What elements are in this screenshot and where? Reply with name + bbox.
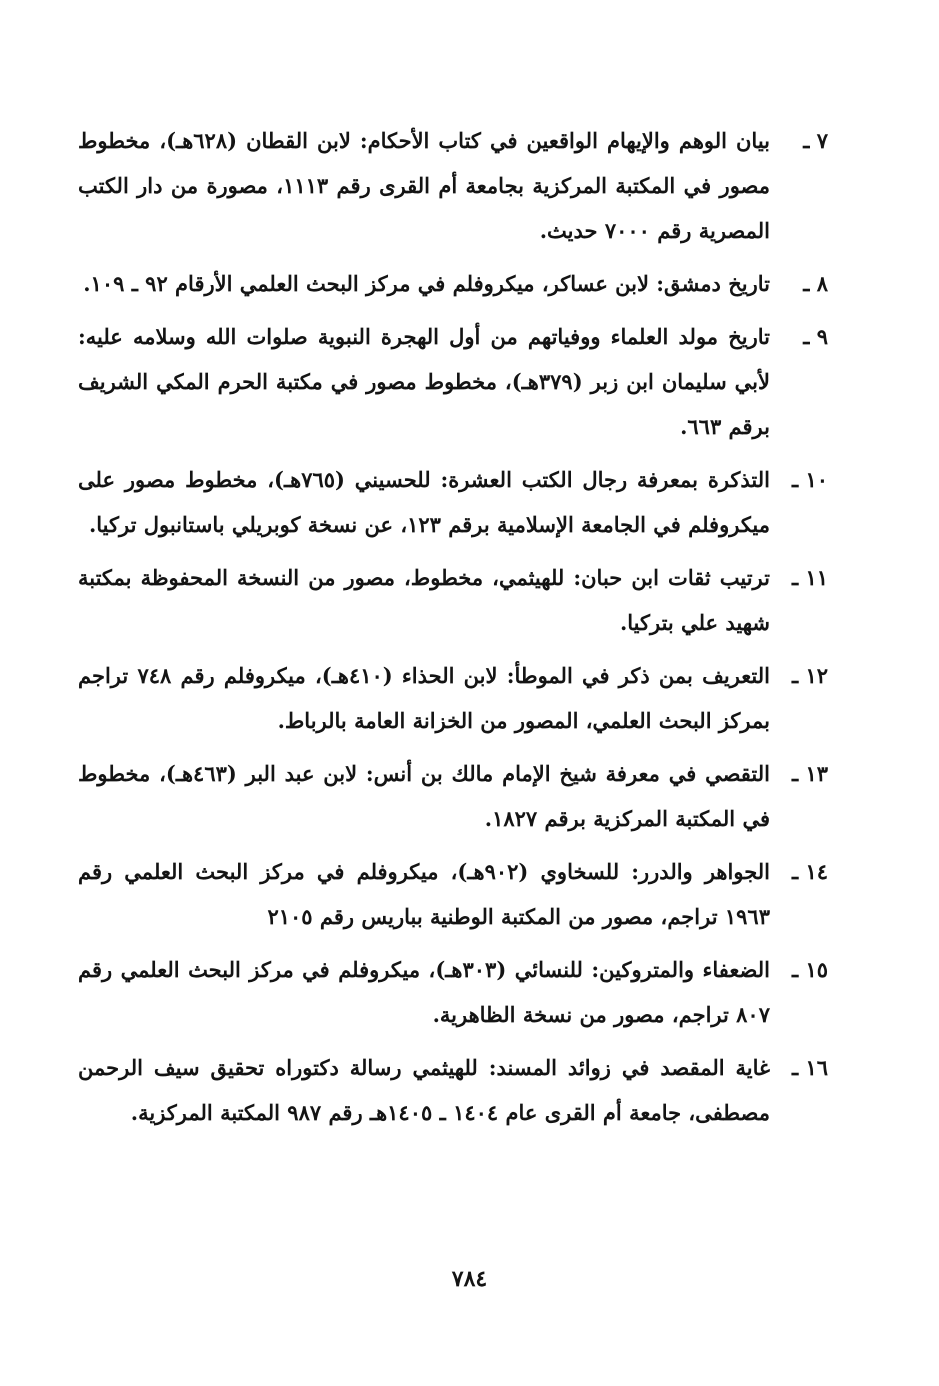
bibliography-entry-7 — [78, 118, 828, 253]
bibliography-entry-12 — [78, 653, 828, 743]
page-number: ٧٨٤ — [451, 1266, 488, 1292]
entry-text: التذكرة بمعرفة رجال الكتب العشرة: للحسيني (٧٦٥هـ)، مخطوط مصور على ميكروفلم في الجامعة الإسلامية برقم ١٢٣، عن نسخة كوبريلي باستانبول تركيا. — [78, 467, 770, 537]
bibliography-list — [78, 118, 828, 1143]
entry-text: تاريخ دمشق: لابن عساكر، ميكروفلم في مركز البحث العلمي الأرقام ٩٢ ـ ١٠٩. — [83, 271, 770, 296]
entry-number: ١٦ ـ — [791, 1055, 828, 1080]
entry-number: ١١ ـ — [791, 565, 828, 590]
entry-number: ١٢ ـ — [791, 663, 828, 688]
entry-number: ١٤ ـ — [791, 859, 828, 884]
entry-number: ١٠ ـ — [791, 467, 828, 492]
bibliography-entry-15 — [78, 947, 828, 1037]
bibliography-entry-13 — [78, 751, 828, 841]
entry-text: التقصي في معرفة شيخ الإمام مالك بن أنس: لابن عبد البر (٤٦٣هـ)، مخطوط في المكتبة المركزية برقم ١٨٢٧. — [78, 761, 770, 831]
entry-text: التعريف بمن ذكر في الموطأ: لابن الحذاء (٤١٠هـ)، ميكروفلم رقم ٧٤٨ تراجم بمركز البحث العلمي، المصور من الخزانة العامة بالرباط. — [78, 663, 770, 733]
bibliography-entry-16 — [78, 1045, 828, 1135]
entry-text: الجواهر والدرر: للسخاوي (٩٠٢هـ)، ميكروفلم في مركز البحث العلمي رقم ١٩٦٣ تراجم، مصور من المكتبة الوطنية بباريس رقم ٢١٠٥ — [78, 859, 770, 929]
entry-text: ترتيب ثقات ابن حبان: للهيثمي، مخطوط، مصور من النسخة المحفوظة بمكتبة شهيد علي بتركيا. — [78, 565, 770, 635]
bibliography-entry-14 — [78, 849, 828, 939]
entry-text: تاريخ مولد العلماء ووفياتهم من أول الهجرة النبوية صلوات الله وسلامه عليه: لأبي سليمان ابن زبر (٣٧٩هـ)، مخطوط مصور في مكتبة الحرم المكي الشريف برقم ٦٦٣. — [78, 324, 770, 439]
entry-number: ٩ ـ — [803, 324, 828, 349]
bibliography-entry-11 — [78, 555, 828, 645]
entry-text: بيان الوهم والإيهام الواقعين في كتاب الأحكام: لابن القطان (٦٢٨هـ)، مخطوط مصور في المكتبة المركزية بجامعة أم القرى رقم ١١١٣، مصورة من دار الكتب المصرية رقم ٧٠٠٠ حديث. — [78, 128, 771, 243]
entry-number: ١٥ ـ — [791, 957, 828, 982]
bibliography-entry-9 — [78, 314, 828, 449]
entry-text: غاية المقصد في زوائد المسند: للهيثمي رسالة دكتوراه تحقيق سيف الرحمن مصطفى، جامعة أم القرى عام ١٤٠٤ ـ ١٤٠٥هـ رقم ٩٨٧ المكتبة المركزية. — [78, 1055, 770, 1125]
entry-text: الضعفاء والمتروكين: للنسائي (٣٠٣هـ)، ميكروفلم في مركز البحث العلمي رقم ٨٠٧ تراجم، مصور من نسخة الظاهرية. — [78, 957, 770, 1027]
bibliography-entry-10 — [78, 457, 828, 547]
bibliography-entry-8 — [78, 261, 828, 306]
entry-number: ٧ ـ — [803, 128, 828, 153]
entry-number: ١٣ ـ — [791, 761, 828, 786]
entry-number: ٨ ـ — [803, 271, 828, 296]
